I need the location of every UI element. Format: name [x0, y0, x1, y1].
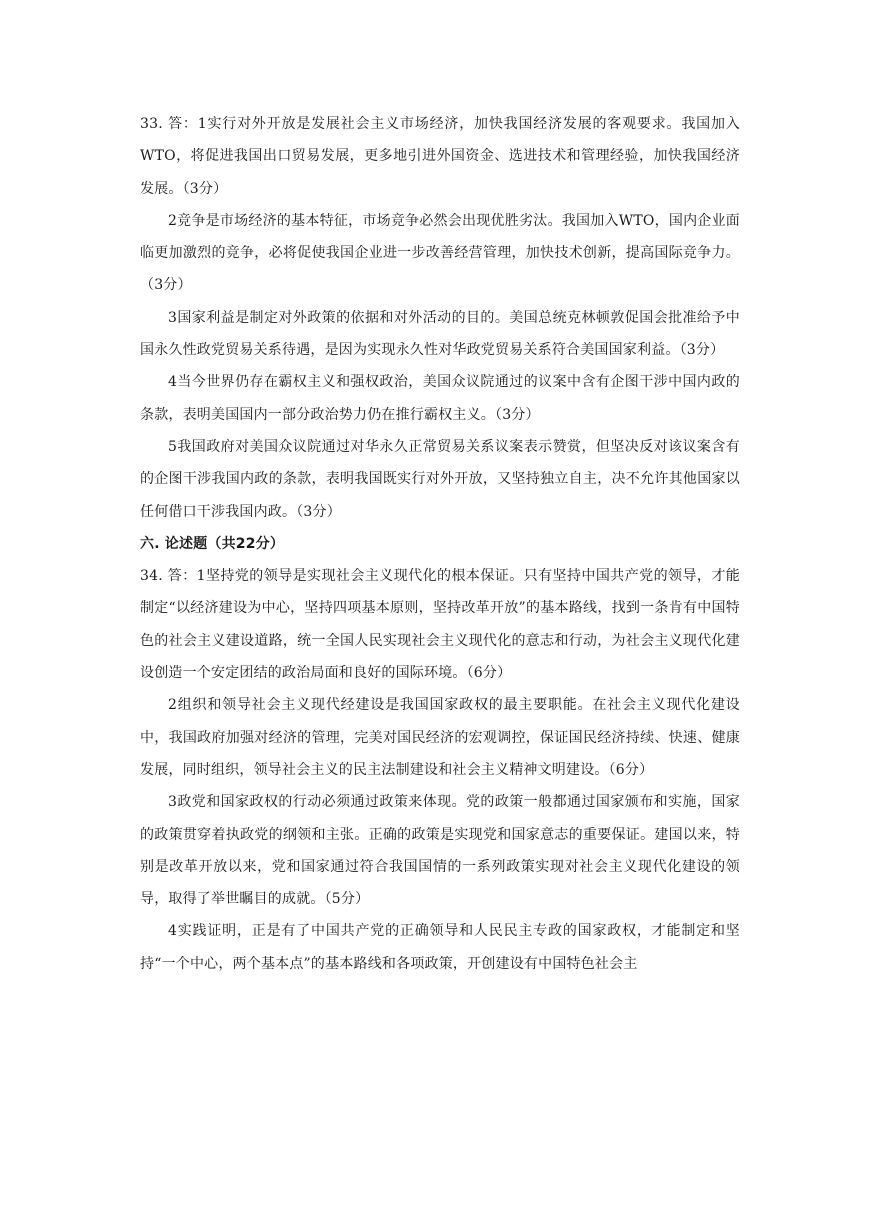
answer-33-point-5: 5我国政府对美国众议院通过对华永久正常贸易关系议案表示赞赏，但坚决反对该议案含有的企图干涉我国内政的条款，表明我国既实行对外开放，又坚持独立自主，决不允许其他国家以任何借口干涉我国内政。（3分） [140, 438, 740, 520]
answer-34-point-1: 34. 答：1坚持党的领导是实现社会主义现代化的根本保证。只有坚持中国共产党的领导，才能制定“以经济建设为中心，坚持四项基本原则，坚持改革开放”的基本路线，找到一条肯有中国特色的社会主义建设道路，统一全国人民实现社会主义现代化的意志和行动，为社会主义现代化建设创造一个安定团结的政治局面和良好的国际环境。（6分） [140, 568, 740, 682]
section-6-heading: 六. 论述题（共22分） [140, 535, 285, 552]
answer-33-point-3: 3国家利益是制定对外政策的依据和对外活动的目的。美国总统克林顿敦促国会批准给予中国永久性政党贸易关系待遇，是因为实现永久性对华政党贸易关系符合美国国家利益。（3分） [140, 309, 740, 359]
answer-34-point-3: 3政党和国家政权的行动必须通过政策来体现。党的政策一般都通过国家颁布和实施，国家的政策贯穿着执政党的纲领和主张。正确的政策是实现党和国家意志的重要保证。建国以来，特别是改革开放以来，党和国家通过符合我国国情的一系列政策实现对社会主义现代化建设的领导，取得了举世瞩目的成就。（5分） [140, 794, 740, 908]
answer-33-point-2: 2竞争是市场经济的基本特征，市场竞争必然会出现优胜劣汰。我国加入WTO，国内企业面临更加激烈的竞争，必将促使我国企业进一步改善经营管理，加快技术创新，提高国际竞争力。（3分） [140, 212, 740, 294]
answer-34-point-2: 2组织和领导社会主义现代经建设是我国国家政权的最主要职能。在社会主义现代化建设中，我国政府加强对经济的管理，完美对国民经济的宏观调控，保证国民经济持续、快速、健康发展，同时组织，领导社会主义的民主法制建设和社会主义精神文明建设。（6分） [140, 697, 740, 778]
answer-33-point-1: 33. 答：1实行对外开放是发展社会主义市场经济，加快我国经济发展的客观要求。我国加入WTO，将促进我国出口贸易发展，更多地引进外国资金、选进技术和管理经验，加快我国经济发展。（3分） [140, 116, 740, 197]
answer-text-body [140, 108, 740, 980]
answer-33-point-4: 4当今世界仍存在霸权主义和强权政治，美国众议院通过的议案中含有企图干涉中国内政的条款，表明美国国内一部分政治势力仍在推行霸权主义。（3分） [140, 374, 740, 423]
answer-34-point-4: 4实践证明，正是有了中国共产党的正确领导和人民民主专政的国家政权，才能制定和坚持“一个中心，两个基本点”的基本路线和各项政策，开创建设有中国特色社会主 [140, 923, 740, 972]
